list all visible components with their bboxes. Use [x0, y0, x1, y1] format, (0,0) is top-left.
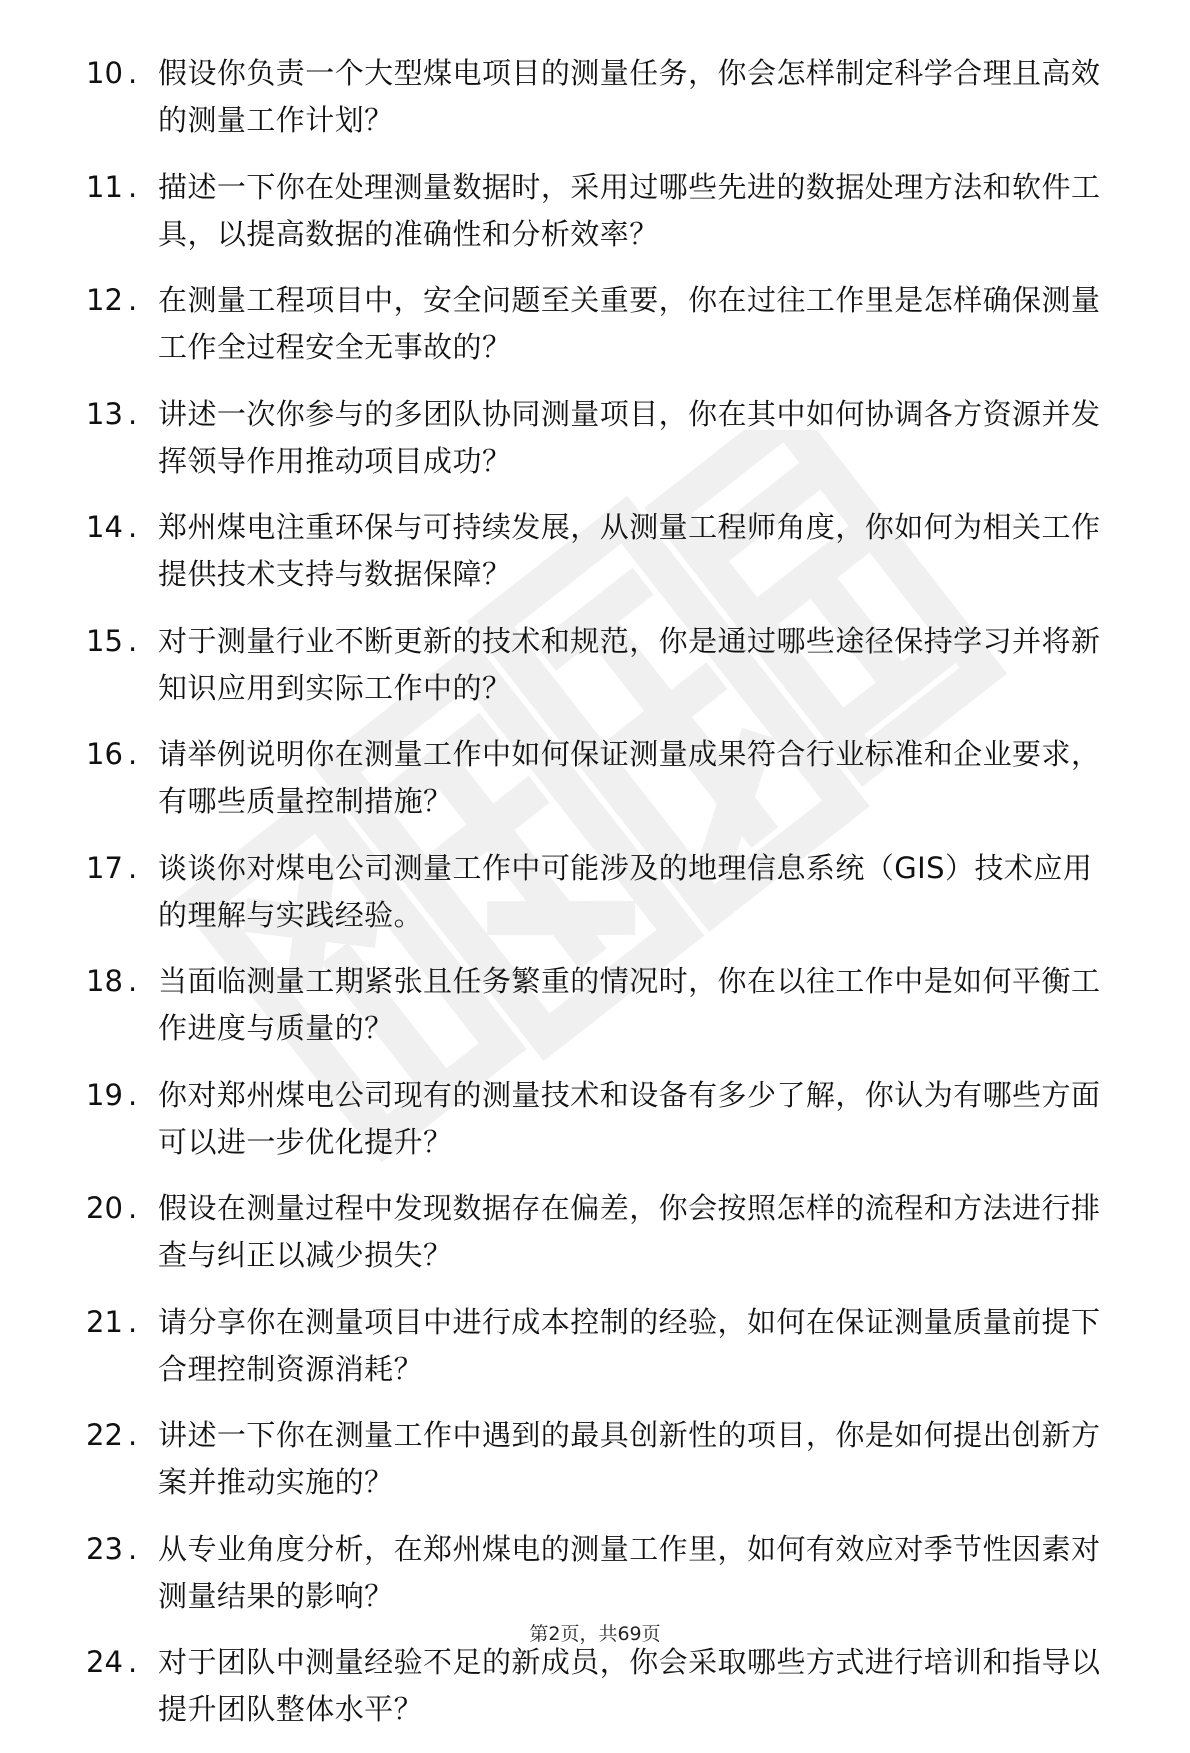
question-text: 讲述一次你参与的多团队协同测量项目，你在其中如何协调各方资源并发挥领导作用推动项目成功？ — [158, 396, 1101, 478]
question-number: 19 — [86, 1077, 123, 1112]
list-item: 23 . 从专业角度分析，在郑州煤电的测量工作里，如何有效应对季节性因素对测量结果的影响？ — [86, 1526, 1116, 1620]
question-text: 郑州煤电注重环保与可持续发展，从测量工程师角度，你如何为相关工作提供技术支持与数据保障？ — [158, 510, 1101, 591]
question-text: 谈谈你对煤电公司测量工作中可能涉及的地理信息系统（GIS）技术应用的理解与实践经验。 — [158, 850, 1093, 932]
question-text: 描述一下你在处理测量数据时，采用过哪些先进的数据处理方法和软件工具，以提高数据的准确性和分析效率？ — [158, 169, 1101, 251]
question-list — [86, 50, 1116, 1753]
question-text: 假设你负责一个大型煤电项目的测量任务，你会怎样制定科学合理且高效的测量工作计划？ — [158, 56, 1101, 137]
question-text: 请举例说明你在测量工作中如何保证测量成果符合行业标准和企业要求，有哪些质量控制措施？ — [158, 737, 1101, 818]
question-number: 17 — [86, 850, 123, 885]
question-number: 11 — [86, 169, 123, 204]
question-number: 21 — [86, 1304, 123, 1339]
list-item: 10 . 假设你负责一个大型煤电项目的测量任务，你会怎样制定科学合理且高效的测量工作计划？ — [86, 50, 1116, 144]
question-text: 你对郑州煤电公司现有的测量技术和设备有多少了解，你认为有哪些方面可以进一步优化提升？ — [158, 1077, 1101, 1159]
list-item: 20 . 假设在测量过程中发现数据存在偏差，你会按照怎样的流程和方法进行排查与纠正以减少损失？ — [86, 1185, 1116, 1279]
list-item: 11 . 描述一下你在处理测量数据时，采用过哪些先进的数据处理方法和软件工具，以提高数据的准确性和分析效率？ — [86, 164, 1116, 258]
question-number: 10 — [86, 56, 123, 90]
question-number: 14 — [86, 510, 123, 544]
question-text: 对于团队中测量经验不足的新成员，你会采取哪些方式进行培训和指导以提升团队整体水平？ — [158, 1645, 1101, 1726]
list-item: 21 . 请分享你在测量项目中进行成本控制的经验，如何在保证测量质量前提下合理控制资源消耗？ — [86, 1299, 1116, 1393]
list-item: 24 . 对于团队中测量经验不足的新成员，你会采取哪些方式进行培训和指导以提升团队整体水平？ — [86, 1639, 1116, 1733]
question-number: 13 — [86, 396, 123, 431]
list-item: 22 . 讲述一下你在测量工作中遇到的最具创新性的项目，你是如何提出创新方案并推动实施的？ — [86, 1412, 1116, 1506]
question-number: 16 — [86, 737, 123, 771]
list-item: 16 . 请举例说明你在测量工作中如何保证测量成果符合行业标准和企业要求，有哪些质量控制措施？ — [86, 731, 1116, 825]
page-number-footer: 第2页，共69页 — [529, 1623, 661, 1645]
list-item: 19 . 你对郑州煤电公司现有的测量技术和设备有多少了解，你认为有哪些方面可以进一步优化提升？ — [86, 1072, 1116, 1166]
question-number: 18 — [86, 964, 123, 998]
question-number: 23 — [86, 1531, 123, 1566]
list-item: 12 . 在测量工程项目中，安全问题至关重要，你在过往工作里是怎样确保测量工作全过程安全无事故的？ — [86, 277, 1116, 371]
question-text: 对于测量行业不断更新的技术和规范，你是通过哪些途径保持学习并将新知识应用到实际工作中的？ — [158, 623, 1101, 705]
list-item: 17 . 谈谈你对煤电公司测量工作中可能涉及的地理信息系统（GIS）技术应用的理解与实践经验。 — [86, 845, 1116, 939]
question-text: 假设在测量过程中发现数据存在偏差，你会按照怎样的流程和方法进行排查与纠正以减少损失？ — [158, 1191, 1101, 1272]
question-number: 24 — [86, 1645, 123, 1679]
question-number: 22 — [86, 1418, 123, 1452]
list-item: 13 . 讲述一次你参与的多团队协同测量项目，你在其中如何协调各方资源并发挥领导作用推动项目成功？ — [86, 391, 1116, 485]
question-text: 当面临测量工期紧张且任务繁重的情况时，你在以往工作中是如何平衡工作进度与质量的？ — [158, 964, 1101, 1045]
list-item: 18 . 当面临测量工期紧张且任务繁重的情况时，你在以往工作中是如何平衡工作进度与质量的？ — [86, 958, 1116, 1052]
list-item: 15 . 对于测量行业不断更新的技术和规范，你是通过哪些途径保持学习并将新知识应用到实际工作中的？ — [86, 618, 1116, 712]
question-text: 在测量工程项目中，安全问题至关重要，你在过往工作里是怎样确保测量工作全过程安全无事故的？ — [158, 283, 1101, 364]
question-number: 15 — [86, 623, 123, 658]
question-text: 讲述一下你在测量工作中遇到的最具创新性的项目，你是如何提出创新方案并推动实施的？ — [158, 1418, 1101, 1499]
question-number: 12 — [86, 283, 123, 317]
question-text: 请分享你在测量项目中进行成本控制的经验，如何在保证测量质量前提下合理控制资源消耗？ — [158, 1304, 1101, 1386]
question-text: 从专业角度分析，在郑州煤电的测量工作里，如何有效应对季节性因素对测量结果的影响？ — [158, 1531, 1101, 1613]
list-item: 14 . 郑州煤电注重环保与可持续发展，从测量工程师角度，你如何为相关工作提供技术支持与数据保障？ — [86, 504, 1116, 598]
question-number: 20 — [86, 1191, 123, 1225]
